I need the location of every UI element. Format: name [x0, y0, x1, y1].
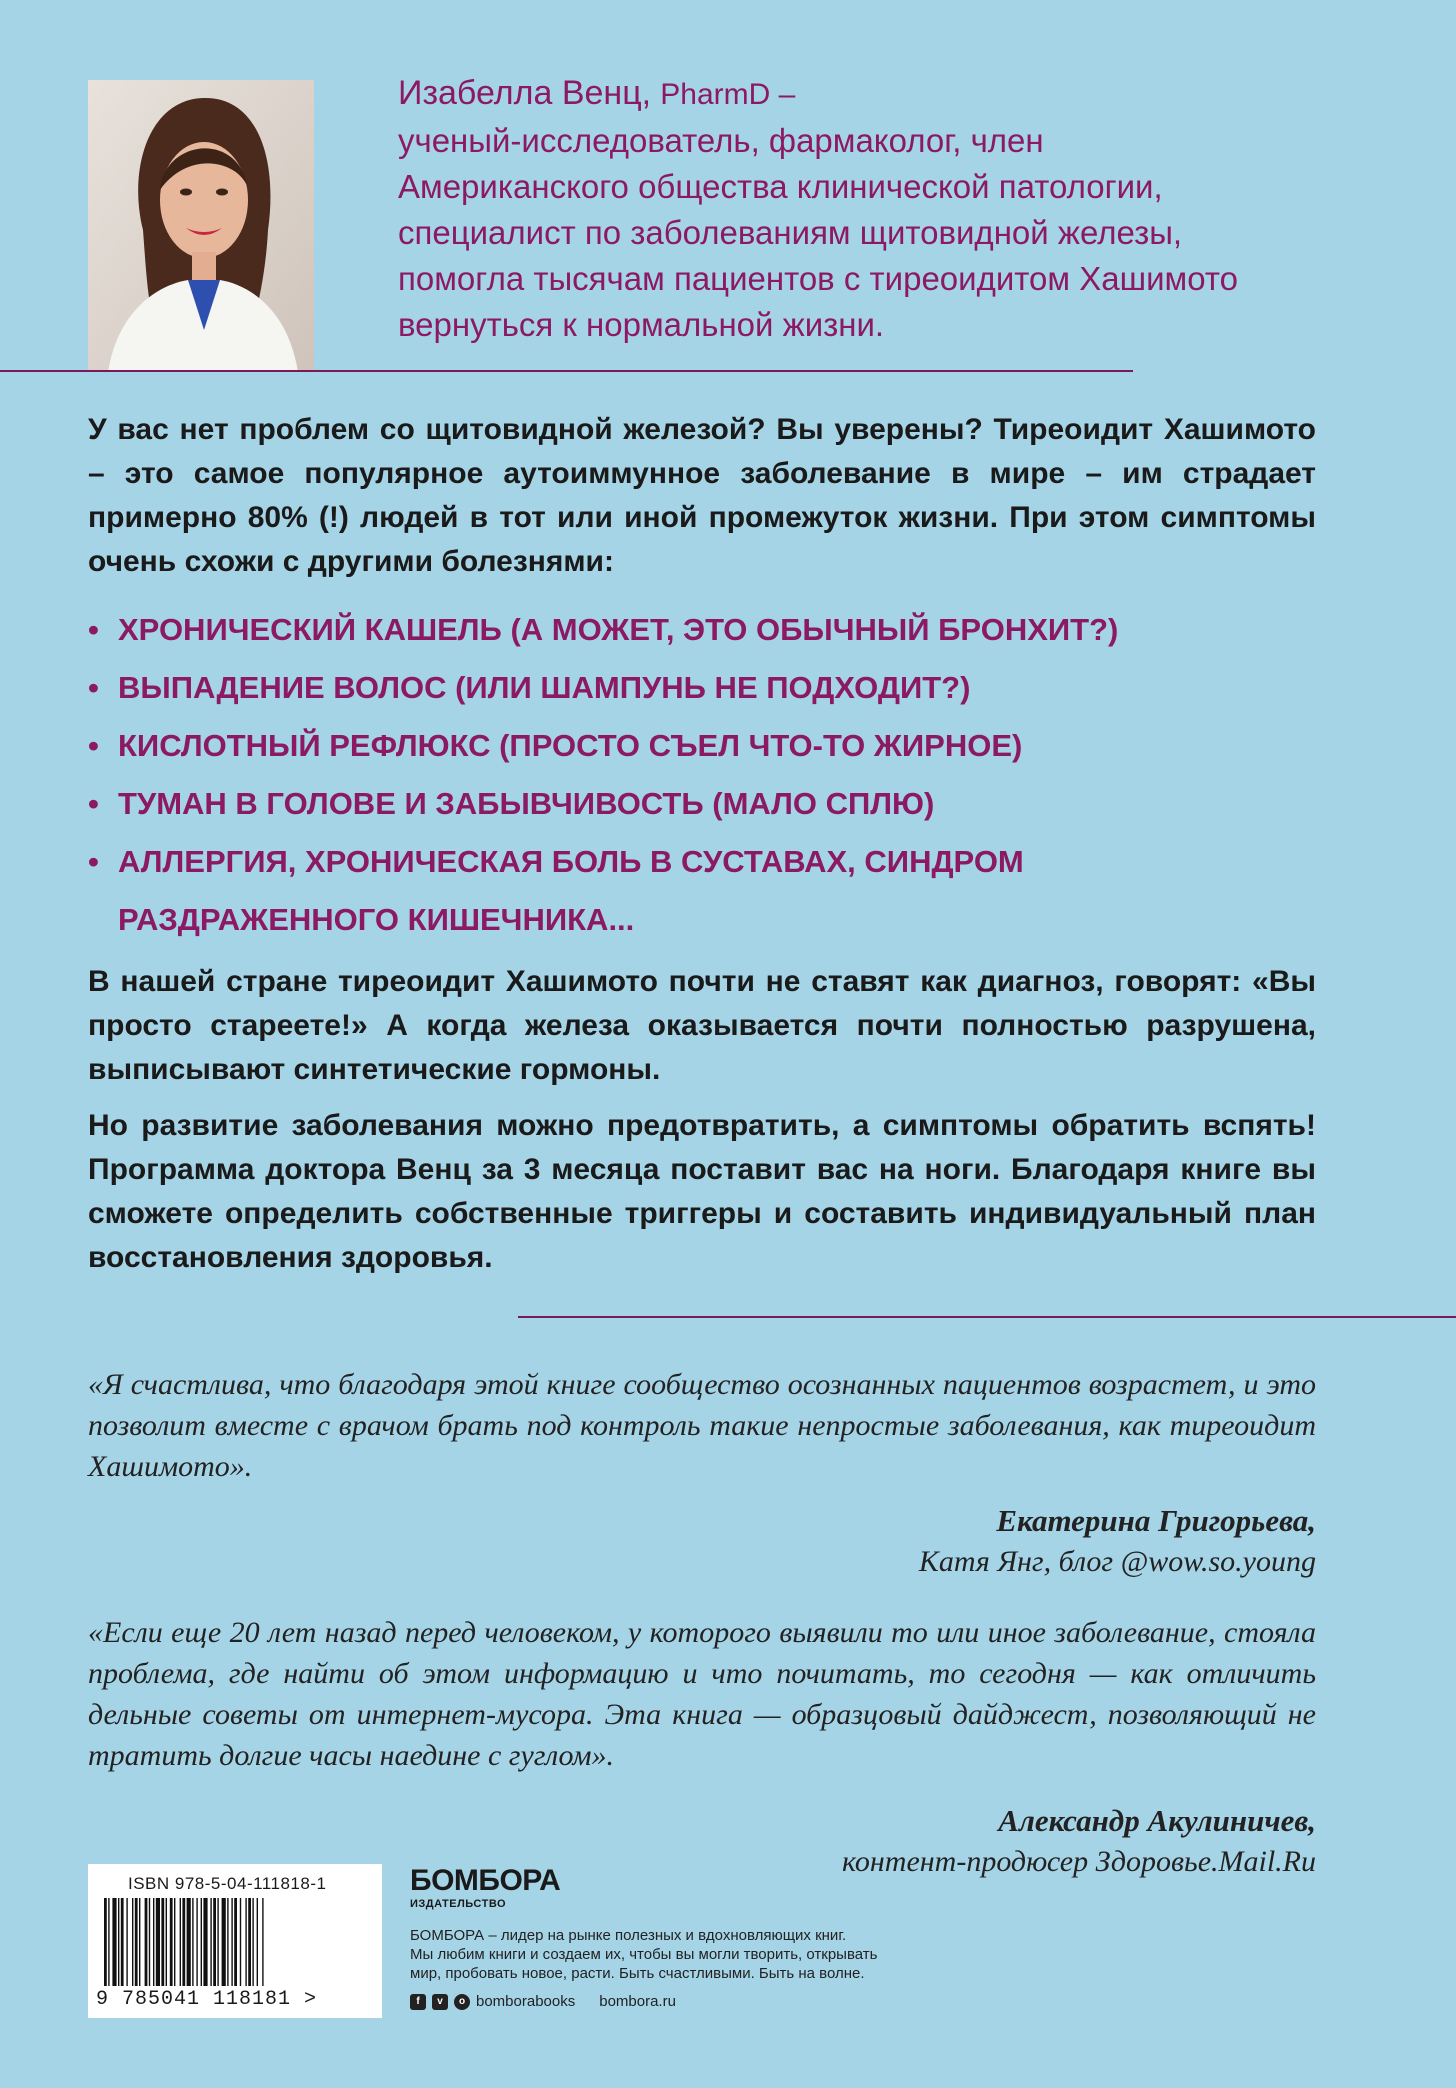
instagram-icon: o	[454, 1994, 470, 2010]
diagnosis-paragraph: В нашей стране тиреоидит Хашимото почти не ставят как диагноз, говорят: «Вы просто стареете!» А когда железа оказывается почти полностью разрушена, выписывают синтетические гормоны.	[88, 965, 1316, 1086]
barcode-bar	[248, 1898, 251, 1986]
bio-line: вернуться к нормальной жизни.	[398, 306, 885, 343]
bullet-icon: •	[88, 670, 99, 705]
barcode-bar	[213, 1898, 216, 1986]
barcode-bar	[210, 1898, 211, 1986]
publisher-desc-line: Мы любим книги и создаем их, чтобы вы могли творить, открывать	[410, 1946, 878, 1963]
barcode-bar	[153, 1898, 154, 1986]
publisher-links	[410, 1993, 970, 2010]
publisher-block	[410, 1866, 970, 2010]
barcode-bar	[112, 1898, 116, 1986]
barcode-bar	[166, 1898, 167, 1986]
publisher-desc-line: БОМБОРА – лидер на рынке полезных и вдохновляющих книг.	[410, 1927, 847, 1944]
publisher-site-link[interactable]: bombora.ru	[599, 1993, 676, 2010]
bullet-icon: •	[88, 612, 99, 647]
barcode-bar	[196, 1898, 197, 1986]
bullet-icon: •	[88, 786, 99, 821]
publisher-desc-line: мир, пробовать новое, расти. Быть счастливыми. Быть на волне.	[410, 1965, 865, 1982]
vk-icon: v	[432, 1994, 448, 2010]
author-degree: PharmD –	[660, 78, 796, 111]
barcode-bar	[182, 1898, 185, 1986]
bullet-icon: •	[88, 844, 99, 879]
barcode-bar	[149, 1898, 150, 1986]
barcode-bar	[139, 1898, 140, 1986]
barcode-bar	[180, 1898, 181, 1986]
divider-top	[0, 370, 1133, 372]
author-name: Изабелла Венц,	[398, 74, 652, 112]
symptom-item: • ВЫПАДЕНИЕ ВОЛОС (ИЛИ ШАМПУНЬ НЕ ПОДХОДИТ?)	[88, 659, 1328, 717]
publisher-description	[410, 1926, 970, 1983]
barcode-bar	[203, 1898, 207, 1986]
barcode-digits: 9 785041 118181 >	[96, 1988, 318, 2011]
symptom-item: • ХРОНИЧЕСКИЙ КАШЕЛЬ (А МОЖЕТ, ЭТО ОБЫЧНЫЙ БРОНХИТ?)	[88, 601, 1328, 659]
symptom-item: • ТУМАН В ГОЛОВЕ И ЗАБЫВЧИВОСТЬ (МАЛО СПЛЮ)	[88, 775, 1328, 833]
reviewer-role: контент-продюсер Здоровье.Mail.Ru	[842, 1845, 1316, 1878]
barcode	[88, 1864, 382, 2018]
bio-line: специалист по заболеваниям щитовидной железы,	[398, 214, 1183, 251]
social-handle[interactable]: bomborabooks	[476, 1993, 576, 2010]
barcode-bar	[161, 1898, 164, 1986]
barcode-bar	[227, 1898, 228, 1986]
symptom-list	[88, 601, 1328, 949]
barcode-bar	[174, 1898, 175, 1986]
barcode-bar	[121, 1898, 124, 1986]
barcode-bar	[108, 1898, 109, 1986]
barcode-bar	[257, 1898, 258, 1986]
author-portrait-image	[88, 80, 314, 372]
symptom-item: • АЛЛЕРГИЯ, ХРОНИЧЕСКАЯ БОЛЬ В СУСТАВАХ, СИНДРОМ РАЗДРАЖЕННОГО КИШЕЧНИКА...	[88, 833, 1128, 949]
barcode-bar	[262, 1898, 263, 1986]
author-photo	[88, 80, 314, 372]
bio-line: Американского общества клинической патологии,	[398, 168, 1163, 205]
bullet-icon: •	[88, 728, 99, 763]
barcode-bar	[192, 1898, 193, 1986]
divider-middle	[518, 1316, 1456, 1318]
barcode-bar	[217, 1898, 218, 1986]
reviewer-name: Александр Акулиничев,	[998, 1803, 1316, 1838]
barcode-bar	[252, 1898, 253, 1986]
publisher-subtitle: ИЗДАТЕЛЬСТВО	[410, 1898, 507, 1910]
facebook-icon: f	[410, 1994, 426, 2010]
barcode-bar	[245, 1898, 246, 1986]
barcode-bar	[126, 1898, 127, 1986]
program-paragraph: Но развитие заболевания можно предотвратить, а симптомы обратить вспять! Программа доктора Венц за 3 месяца поставит вас на ноги. Благодаря книге вы сможете определить собственные триггеры и составить индивидуальный план восстановления здоровья.	[88, 1109, 1316, 1274]
publisher-logo: БОМБОРА	[410, 1864, 561, 1897]
author-bio	[398, 70, 1398, 348]
barcode-bar	[240, 1898, 241, 1986]
reviewer-role: Катя Янг, блог @wow.so.young	[918, 1545, 1316, 1578]
reviewer-name: Екатерина Григорьева,	[996, 1503, 1316, 1538]
barcode-bar	[201, 1898, 202, 1986]
barcode-bar	[156, 1898, 160, 1986]
author-name-line	[398, 70, 1398, 118]
barcode-bar	[222, 1898, 226, 1986]
review-attribution-1	[919, 1500, 1316, 1582]
barcode-bar	[104, 1898, 107, 1986]
barcode-bar	[234, 1898, 237, 1986]
barcode-bar	[170, 1898, 173, 1986]
barcode-bar	[231, 1898, 232, 1986]
barcode-bar	[132, 1898, 133, 1986]
barcode-bar	[135, 1898, 138, 1986]
bio-line: помогла тысячам пациентов с тиреоидитом Хашимото	[398, 260, 1238, 297]
barcode-bar	[145, 1898, 148, 1986]
intro-paragraph: У вас нет проблем со щитовидной железой? Вы уверены? Тиреоидит Хашимото – это самое популярное аутоиммунное заболевание в мире – им страдает примерно 80% (!) людей в тот или иной промежуток жизни. При этом симптомы очень схожи с другими болезнями:	[88, 413, 1316, 578]
symptom-item: • КИСЛОТНЫЙ РЕФЛЮКС (ПРОСТО СЪЕЛ ЧТО-ТО ЖИРНОЕ)	[88, 717, 1328, 775]
review-quote-1: «Я счастлива, что благодаря этой книге сообщество осознанных пациентов возрастет, и это позволит вместе с врачом брать под контроль такие непростые заболевания, как тиреоидит Хашимото».	[88, 1368, 1316, 1483]
barcode-bar	[187, 1898, 191, 1986]
barcode-bar	[118, 1898, 119, 1986]
bio-line: ученый-исследователь, фармаколог, член	[398, 122, 1044, 159]
barcode-bars	[104, 1898, 366, 1986]
isbn-label: ISBN 978-5-04-111818-1	[128, 1874, 327, 1893]
review-quote-2: «Если еще 20 лет назад перед человеком, у которого выявили то или иное заболевание, стояла проблема, где найти об этом информацию и что почитать, то сегодня — как отличить дельные советы от интернет-мусора. Эта книга — образцовый дайджест, позволяющий не тратить долгие часы наедине с гуглом».	[88, 1616, 1316, 1772]
